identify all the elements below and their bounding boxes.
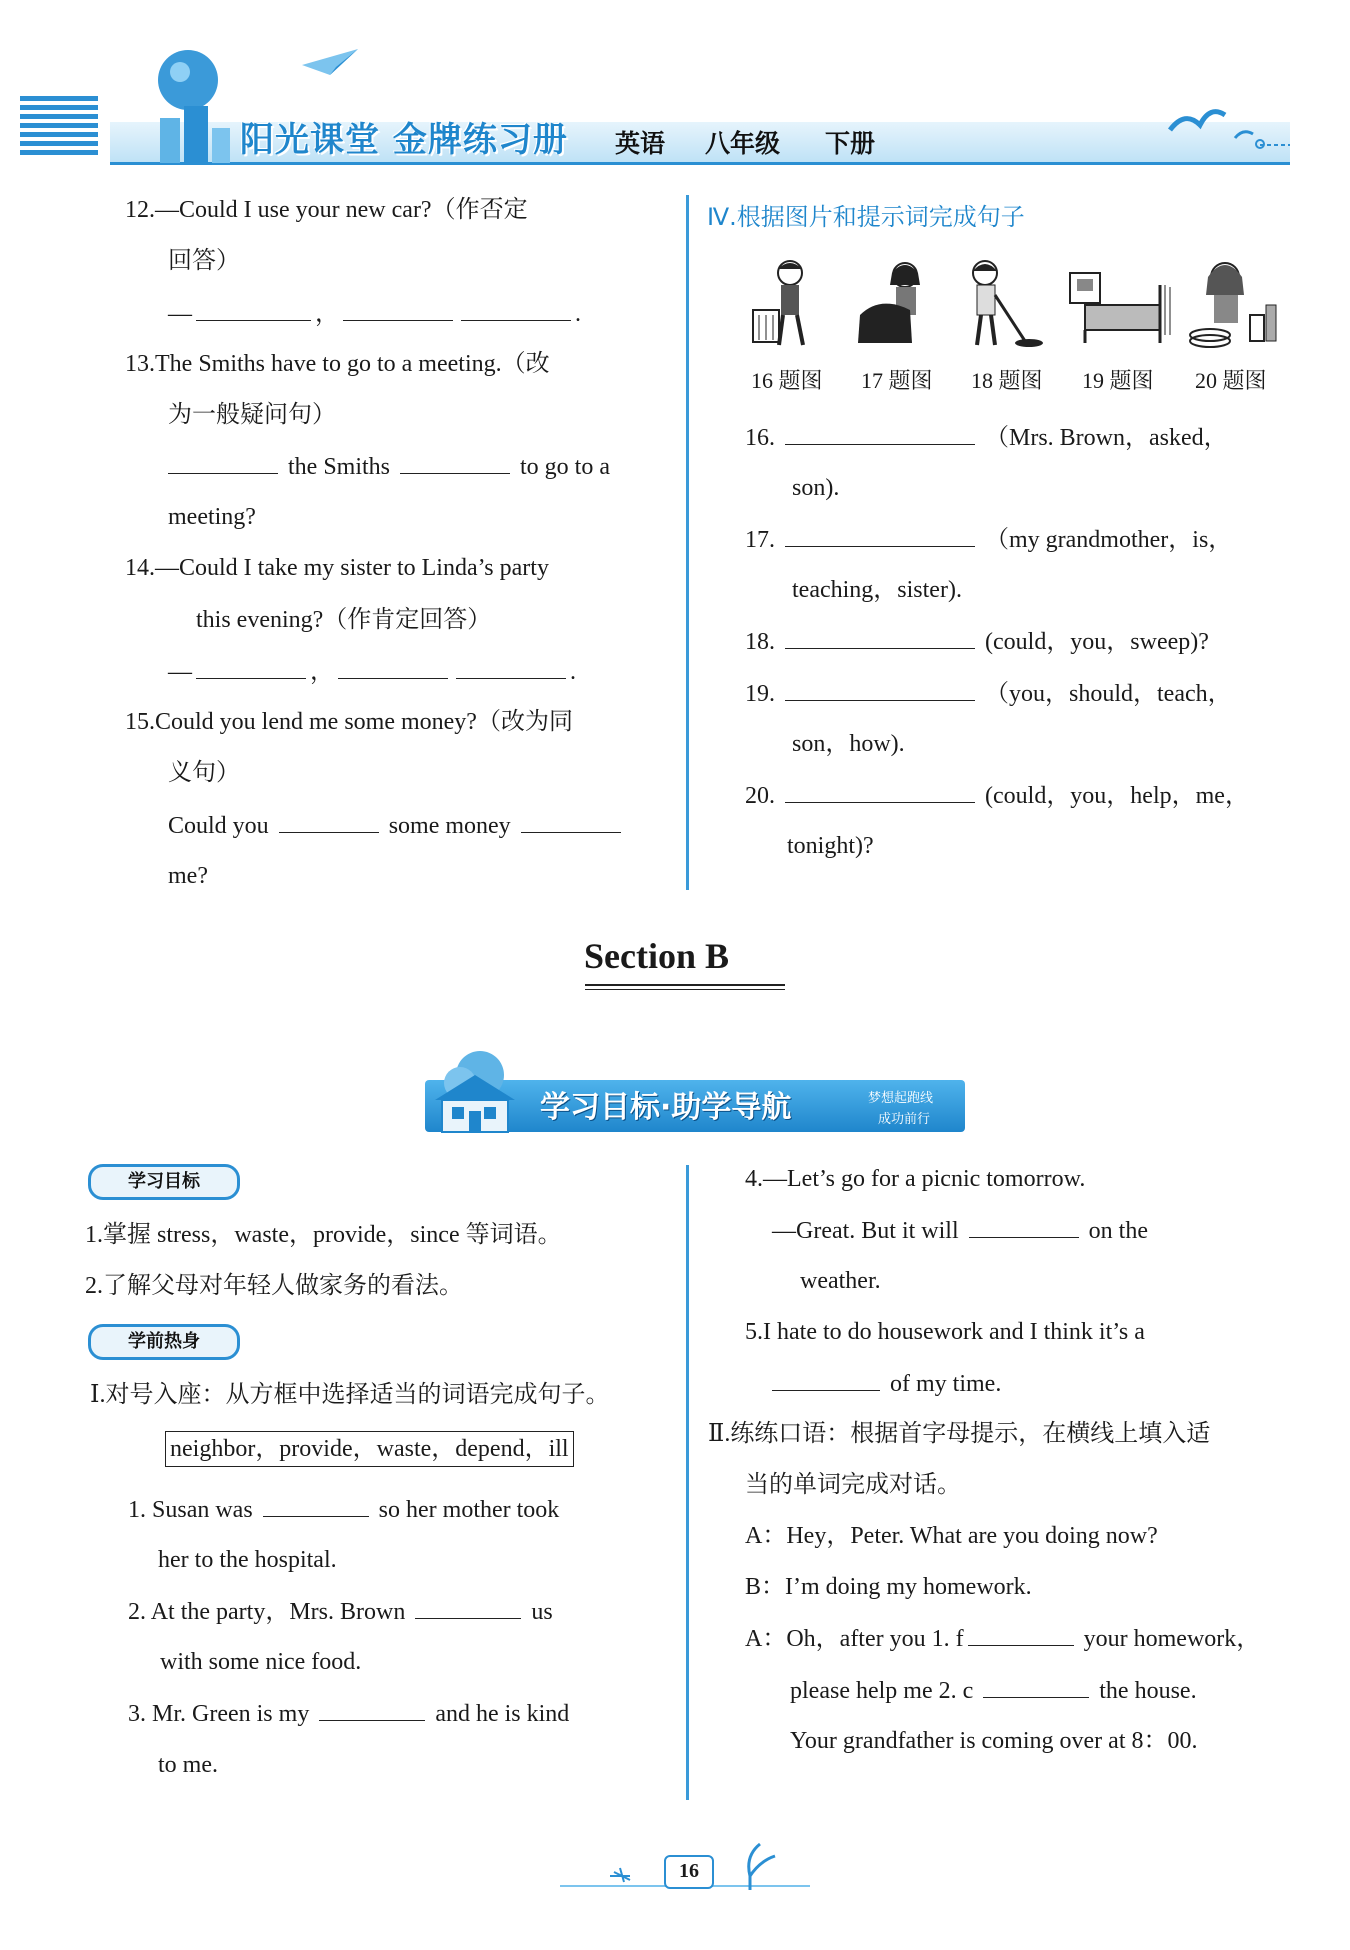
q12-line1: 12.—Could I use your new car?（作否定 xyxy=(125,197,528,223)
bed-room-icon xyxy=(1065,255,1175,350)
blank[interactable] xyxy=(785,524,975,547)
q14-line1: 14.—Could I take my sister to Linda’s party xyxy=(125,555,549,581)
blank[interactable] xyxy=(785,780,975,803)
dialogue-line-1: A：Hey，Peter. What are you doing now? xyxy=(745,1523,1158,1549)
boy-trash-icon xyxy=(745,255,835,350)
blank[interactable] xyxy=(196,656,306,679)
b-q3-line1: 3. Mr. Green is my and he is kind xyxy=(128,1698,569,1729)
pic-label-16: 16 题图 xyxy=(751,368,823,393)
q15-line3: Could you some money xyxy=(168,810,625,841)
blank[interactable] xyxy=(785,422,975,445)
blank[interactable] xyxy=(400,451,510,474)
header-grade: 八年级 xyxy=(705,129,781,158)
blank[interactable] xyxy=(319,1698,425,1721)
blank[interactable] xyxy=(343,298,453,321)
b-q5-line2: of my time. xyxy=(772,1368,1001,1399)
pic-label-19: 19 题图 xyxy=(1082,368,1154,393)
badge-warmup: 学前热身 xyxy=(88,1324,240,1360)
blank[interactable] xyxy=(785,626,975,649)
blank[interactable] xyxy=(461,298,571,321)
q16-line1: 16. （Mrs. Brown，asked， xyxy=(745,422,1228,453)
q15-line4: me? xyxy=(168,863,208,889)
blank[interactable] xyxy=(983,1675,1089,1698)
blank[interactable] xyxy=(279,810,379,833)
goal-1: 1.掌握 stress，waste，provide，since 等词语。 xyxy=(85,1222,562,1248)
q17-line2: teaching，sister). xyxy=(792,577,962,603)
section-underline xyxy=(585,984,785,986)
section-title: Section B xyxy=(584,936,730,976)
boy-mopping-icon xyxy=(955,255,1045,350)
nav-banner-title: 学习目标·助学导航 xyxy=(540,1090,792,1125)
badge-learning-goals: 学习目标 xyxy=(88,1164,240,1200)
b-q4-line3: weather. xyxy=(800,1268,881,1294)
q13-line3: the Smiths to go to a xyxy=(168,451,610,482)
part2-heading-2: 当的单词完成对话。 xyxy=(745,1472,961,1498)
dialogue-line-3: A：Oh，after you 1. f your homework， xyxy=(745,1623,1260,1654)
q19-line1: 19. （you，should，teach， xyxy=(745,678,1232,709)
q12-answer: — ， . xyxy=(168,298,581,329)
section-underline-2 xyxy=(585,989,785,990)
nav-banner-small1: 梦想起跑线 xyxy=(868,1091,934,1106)
house-icon xyxy=(420,1045,530,1135)
blank[interactable] xyxy=(521,810,621,833)
blank[interactable] xyxy=(969,1215,1079,1238)
header-stripes xyxy=(20,96,98,166)
blank[interactable] xyxy=(168,451,278,474)
paper-plane-icon xyxy=(300,45,360,80)
q20-line2: tonight)? xyxy=(787,833,874,859)
b-q3-line2: to me. xyxy=(158,1752,218,1778)
part1-heading: Ⅰ.对号入座：从方框中选择适当的词语完成句子。 xyxy=(90,1382,610,1408)
q19-line2: son，how). xyxy=(792,731,905,757)
q13-line4: meeting? xyxy=(168,504,256,530)
column-divider-top xyxy=(686,195,689,890)
q15-line2: 义句） xyxy=(168,760,240,786)
b-q2-line2: with some nice food. xyxy=(160,1649,362,1675)
q14-answer: — ， . xyxy=(168,656,576,687)
blank[interactable] xyxy=(263,1494,369,1517)
b-q2-line1: 2. At the party，Mrs. Brown us xyxy=(128,1596,553,1627)
nav-banner-small2: 成功前行 xyxy=(878,1112,931,1127)
pic-label-18: 18 题图 xyxy=(971,368,1043,393)
blank[interactable] xyxy=(772,1368,880,1391)
q16-line2: son). xyxy=(792,475,840,501)
q12-line2: 回答） xyxy=(168,248,240,274)
dialogue-line-5: Your grandfather is coming over at 8：00. xyxy=(790,1728,1198,1754)
b-q4-line2: —Great. But it will on the xyxy=(772,1215,1148,1246)
part2-heading: Ⅱ.练练口语：根据首字母提示，在横线上填入适 xyxy=(708,1421,1211,1447)
birds-icon xyxy=(1165,100,1295,160)
globe-icon xyxy=(140,40,240,165)
column-divider-bottom xyxy=(686,1165,689,1800)
header-volume: 下册 xyxy=(825,129,876,158)
pic-label-20: 20 题图 xyxy=(1195,368,1267,393)
blank[interactable] xyxy=(968,1623,1074,1646)
q13-line1: 13.The Smiths have to go to a meeting.（改 xyxy=(125,351,550,377)
b-q1-line2: her to the hospital. xyxy=(158,1547,337,1573)
q13-line2: 为一般疑问句） xyxy=(168,402,336,428)
b-q5-line1: 5.I hate to do housework and I think it’s a xyxy=(745,1319,1145,1345)
goal-2: 2.了解父母对年轻人做家务的看法。 xyxy=(85,1273,463,1299)
q18-line1: 18. (could，you，sweep)? xyxy=(745,626,1209,657)
dialogue-line-4: please help me 2. c the house. xyxy=(790,1675,1197,1706)
q14-line2: this evening?（作肯定回答） xyxy=(196,607,492,633)
header-subject: 英语 xyxy=(615,129,666,158)
blank[interactable] xyxy=(456,656,566,679)
q20-line1: 20. (could，you，help，me， xyxy=(745,780,1249,811)
q15-line1: 15.Could you lend me some money?（改为同 xyxy=(125,709,573,735)
blank[interactable] xyxy=(785,678,975,701)
dialogue-line-2: B：I’m doing my homework. xyxy=(745,1574,1032,1600)
part4-heading: Ⅳ.根据图片和提示词完成句子 xyxy=(707,203,1025,231)
girl-dishes-icon xyxy=(1180,255,1280,350)
page-number: 16 xyxy=(679,1860,699,1882)
blank[interactable] xyxy=(415,1596,521,1619)
header-title: 阳光课堂 金牌练习册 xyxy=(240,120,568,160)
b-q4-line1: 4.—Let’s go for a picnic tomorrow. xyxy=(745,1166,1086,1192)
pic-label-17: 17 题图 xyxy=(861,368,933,393)
girl-laundry-icon xyxy=(850,255,940,350)
b-q1-line1: 1. Susan was so her mother took xyxy=(128,1494,559,1525)
blank[interactable] xyxy=(196,298,311,321)
word-box: neighbor，provide，waste，depend，ill xyxy=(165,1431,574,1467)
q17-line1: 17. （my grandmother，is， xyxy=(745,524,1232,555)
blank[interactable] xyxy=(338,656,448,679)
